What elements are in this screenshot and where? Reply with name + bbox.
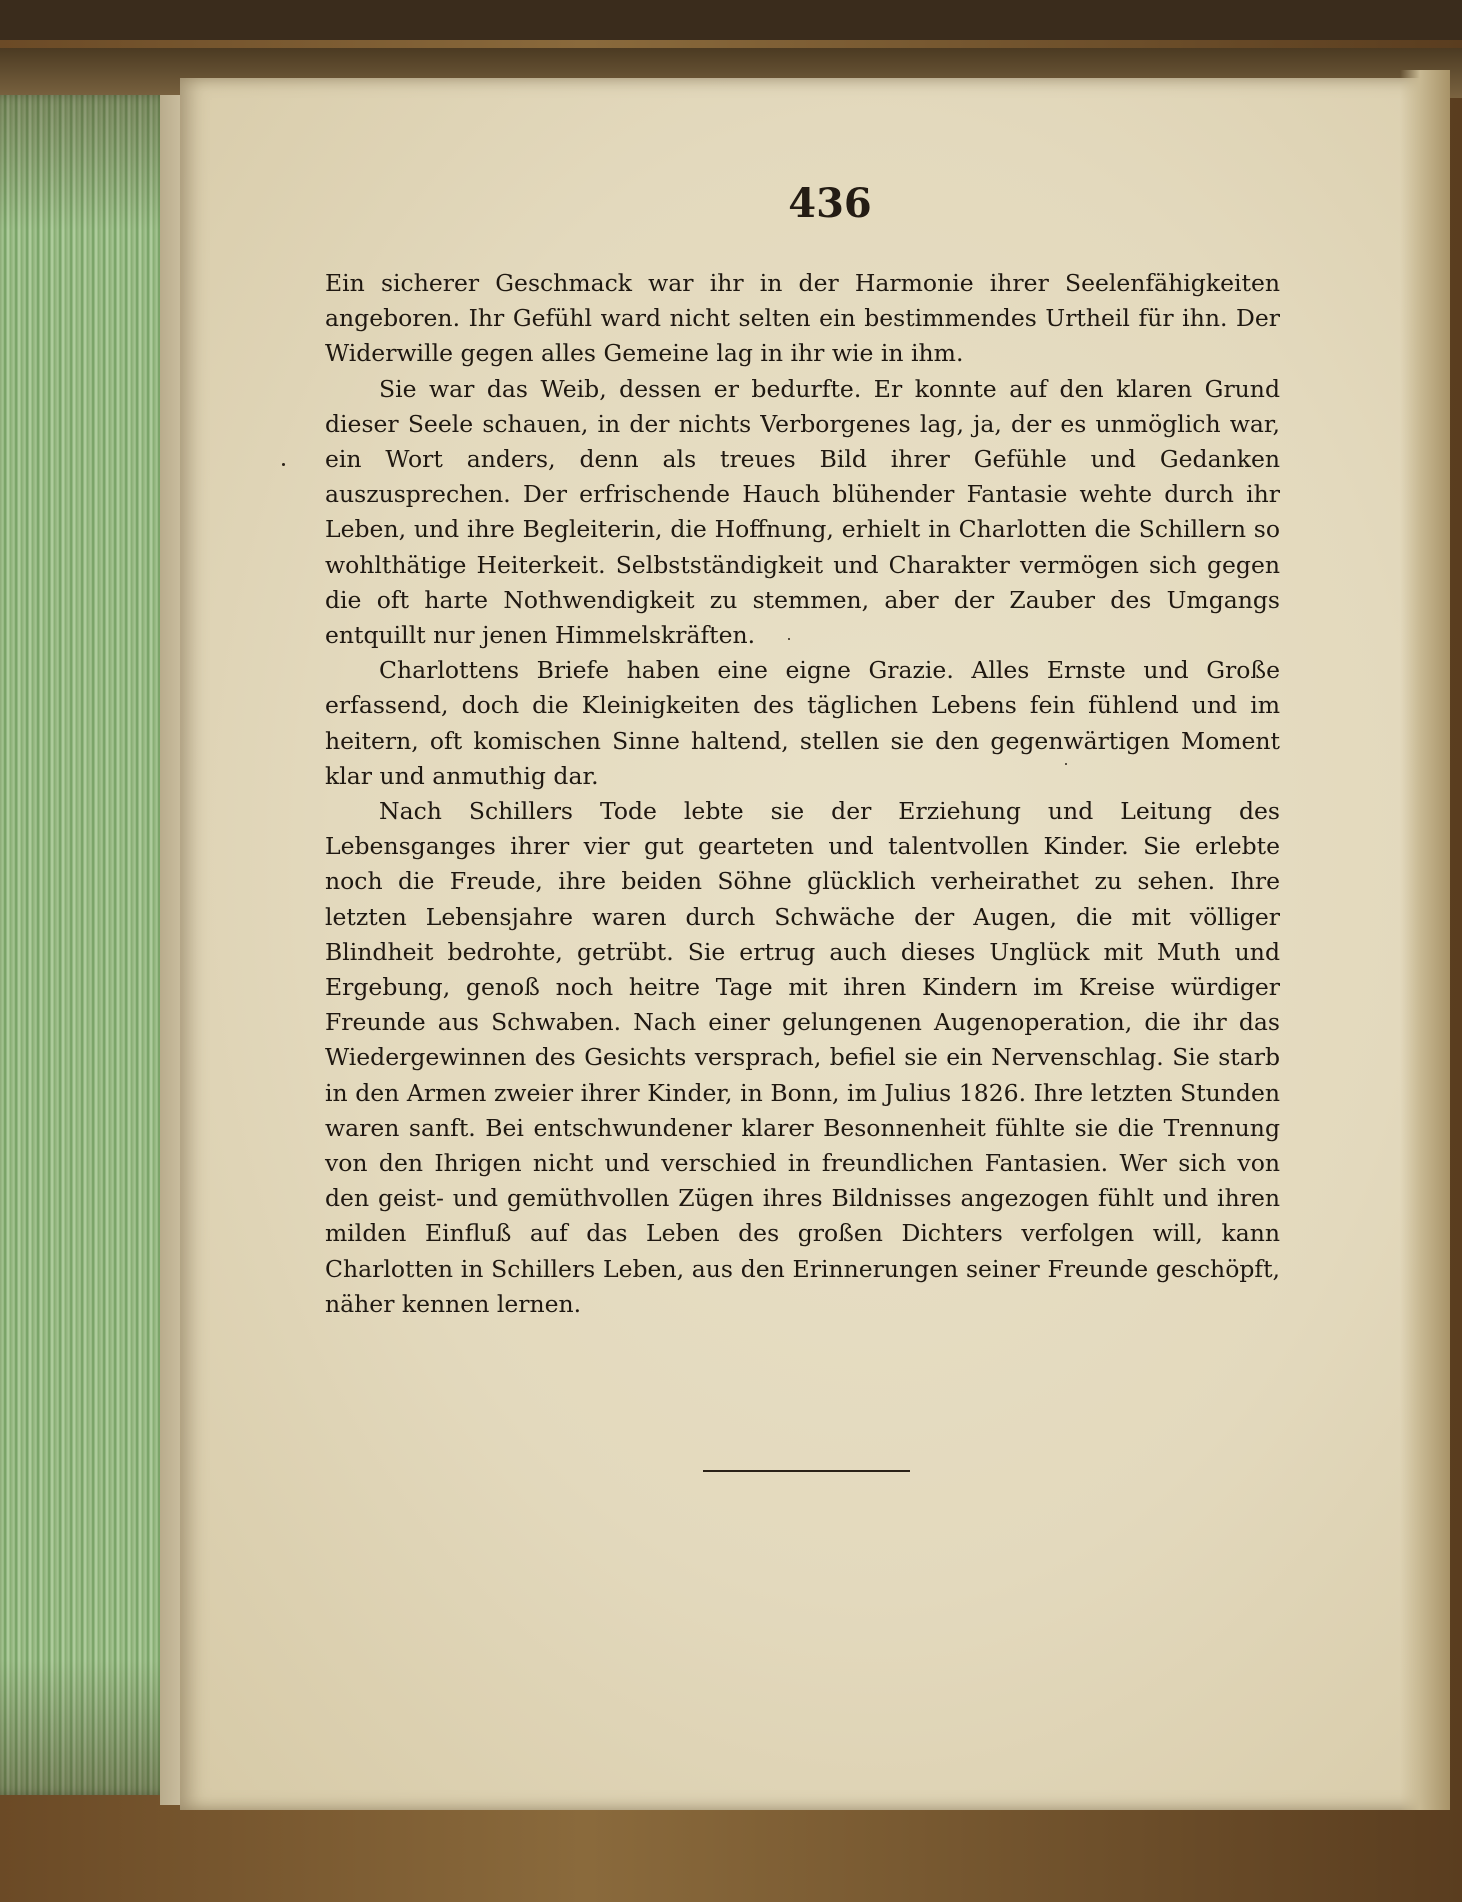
ink-speck (788, 638, 790, 640)
ink-speck (282, 463, 285, 466)
page-text (325, 266, 1280, 1322)
paragraph-2: Sie war das Weib, dessen er bedurfte. Er konnte auf den klaren Grund dieser Seele schauen, in der nichts Verborgenes lag, ja, der es unmöglich war, ein Wort anders, denn als treues Bild ihrer Gefühle und Gedanken auszusprechen. Der erfrischende Hauch blühender Fantasie wehte durch ihr Leben, und ihre Begleiterin, die Hoffnung, erhielt in Charlotten die Schillern so wohlthätige Heiterkeit. Selbstständigkeit und Charakter vermögen sich gegen die oft harte Nothwendigkeit zu stemmen, aber der Zauber des Umgangs entquillt nur jenen Himmelskräften. (325, 374, 1280, 650)
page-number: 436 (788, 180, 872, 227)
paragraph-4: Nach Schillers Tode lebte sie der Erziehung und Leitung des Lebensganges ihrer vier gut gearteten und talentvollen Kinder. Sie erlebte noch die Freude, ihre beiden Söhne glücklich verheirathet zu sehen. Ihre letzten Lebensjahre waren durch Schwäche der Augen, die mit völliger Blindheit bedrohte, getrübt. Sie ertrug auch dieses Unglück mit Muth und Ergebung, genoß noch heitre Tage mit ihren Kindern im Kreise würdiger Freunde aus Schwaben. Nach einer gelungenen Augenoperation, die ihr das Wiedergewinnen des Gesichts versprach, befiel sie ein Nervenschlag. Sie starb in den Armen zweier ihrer Kinder, in Bonn, im Julius 1826. Ihre letzten Stunden waren sanft. Bei entschwundener klarer Besonnenheit fühlte sie die Trennung von den Ihrigen nicht und verschied in freundlichen Fantasien. Wer sich von den geist- und gemüthvollen Zügen ihres Bildnisses angezogen fühlt und ihren milden Einfluß auf das Leben des großen Dichters verfolgen will, kann Charlotten in Schillers Leben, aus den Erinnerungen seiner Freunde geschöpft, näher kennen lernen. (325, 797, 1280, 1318)
end-rule (703, 1470, 910, 1472)
page-right-edge (1400, 70, 1450, 1810)
ink-speck (1065, 763, 1067, 765)
paragraph-3: Charlottens Briefe haben eine eigne Grazie. Alles Ernste und Große erfassend, doch die Kleinigkeiten des täglichen Lebens fein fühlend und im heitern, oft komischen Sinne haltend, stellen sie den gegenwärtigen Moment klar und anmuthig dar. (325, 656, 1280, 790)
paragraph-1: Ein sicherer Geschmack war ihr in der Harmonie ihrer Seelenfähigkeiten angeboren. Ihr Gefühl ward nicht selten ein bestimmendes Urtheil für ihn. Der Widerwille gegen alles Gemeine lag in ihr wie in ihm. (325, 269, 1280, 368)
